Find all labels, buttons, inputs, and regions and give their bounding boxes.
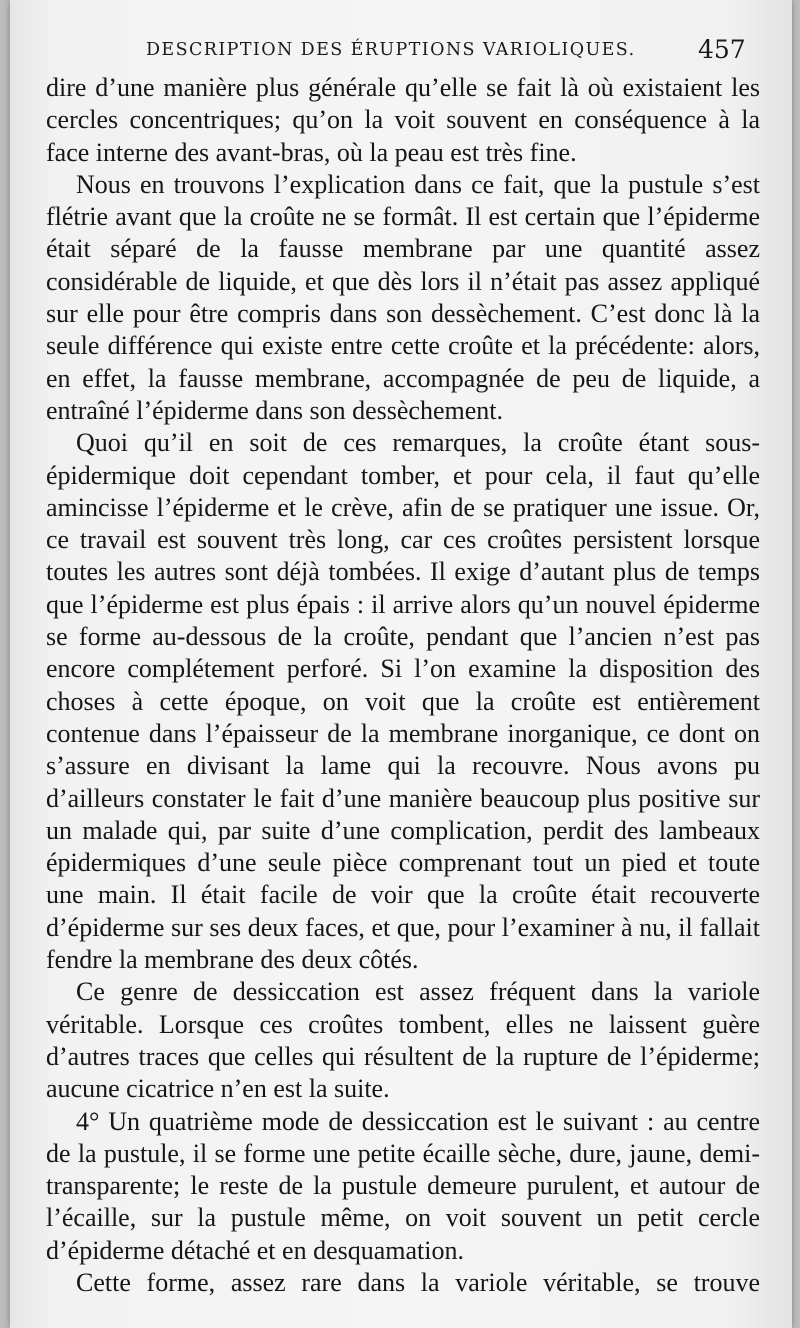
paragraph: Ce genre de dessiccation est assez fréquent dans la variole véritable. Lorsque ces croûtes tombent, elles ne laissent guère d’autres traces que celles qui résultent de la rupture de l’épiderme; aucune cicatrice n’en est la suite. (46, 977, 760, 1104)
running-header (10, 35, 792, 68)
paragraph: Nous en trouvons l’explication dans ce fait, que la pustule s’est flétrie avant que la croûte ne se formât. Il est certain que l’épiderme était séparé de la fausse membrane par une quantité assez considérable de liquide, et que dès lors il n’était pas assez appliqué sur elle pour être compris dans son dessèchement. C’est donc là la seule différence qui existe entre cette croûte et la précédente: alors, en effet, la fausse membrane, accompagnée de peu de liquide, a entraîné l’épiderme dans son dessèchement. (46, 169, 760, 425)
running-title: DESCRIPTION DES ÉRUPTIONS VARIOLIQUES. (146, 40, 636, 60)
paragraph: Quoi qu’il en soit de ces remarques, la croûte étant sous-épidermique doit cependant tomber, et pour cela, il faut qu’elle amincisse l’épiderme et le crève, afin de se pratiquer une issue. Or, ce travail est souvent très long, car ces croûtes persistent lorsque toutes les autres sont déjà tombées. Il exige d’autant plus de temps que l’épiderme est plus épais : il arrive alors qu’un nouvel épiderme se forme au-dessous de la croûte, pendant que l’ancien n’est pas encore complétement perforé. Si l’on examine la disposition des choses à cette époque, on voit que la croûte est entièrement contenue dans l’épaisseur de la membrane inorganique, ce dont on s’assure en divisant la lame qui la recouvre. Nous avons pu d’ailleurs constater le fait d’une manière beaucoup plus positive sur un malade qui, par suite d’une complication, perdit des lambeaux épidermiques d’une seule pièce comprenant tout un pied et toute une main. Il était facile de voir que la croûte était recouverte d’épiderme sur ses deux faces, et que, pour l’examiner à nu, il fallait fendre la membrane des deux côtés. (46, 428, 760, 975)
paragraph: dire d’une manière plus générale qu’elle se fait là où existaient les cercles concentriques; qu’on la voit souvent en conséquence à la face interne des avant-bras, où la peau est très fine. (46, 73, 760, 167)
page-number: 457 (698, 35, 746, 64)
paragraph: 4° Un quatrième mode de dessiccation est le suivant : au centre de la pustule, il se forme une petite écaille sèche, dure, jaune, demi-transparente; le reste de la pustule demeure purulent, et autour de l’écaille, sur la pustule même, on voit souvent un petit cercle d’épiderme détaché et en desquamation. (46, 1106, 760, 1265)
book-page (10, 0, 792, 1328)
paragraph: Cette forme, assez rare dans la variole véritable, se trouve (76, 1267, 760, 1297)
body-text (46, 72, 760, 1299)
